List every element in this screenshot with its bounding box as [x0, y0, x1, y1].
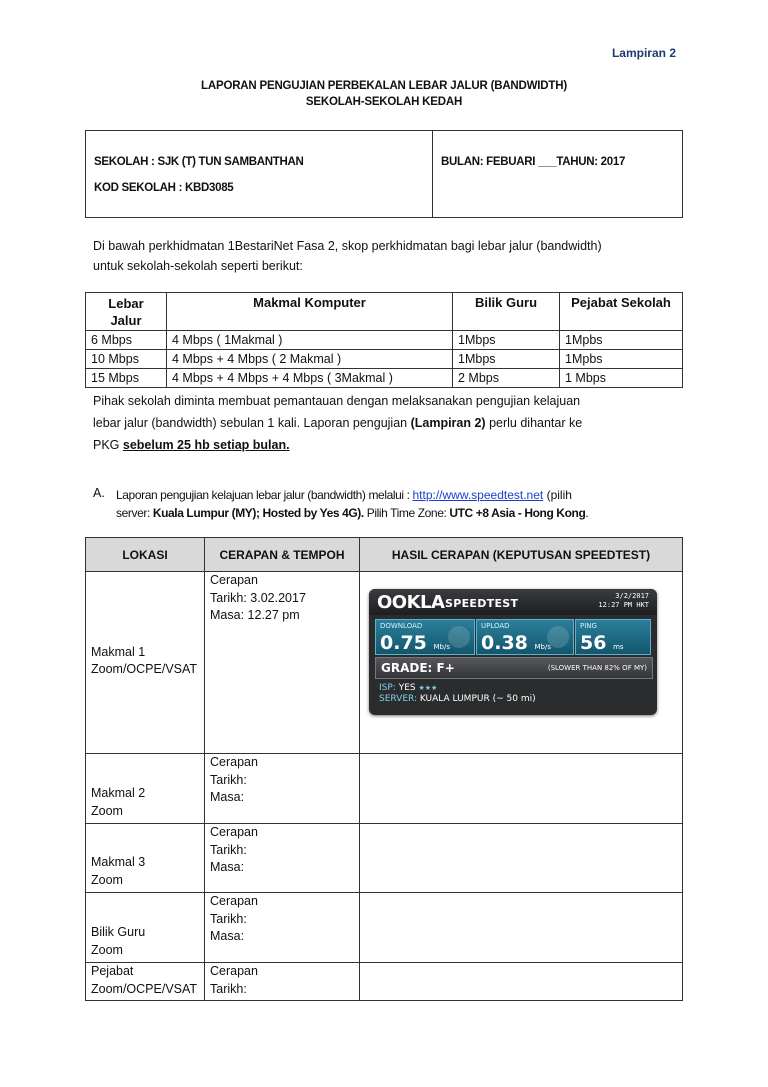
isp-server-info: ISP: YES ★★★ SERVER: KUALA LUMPUR (~ 50 mi) [379, 683, 536, 704]
cerapan-cell: Cerapan Tarikh: Masa: [205, 824, 360, 893]
speedtest-result-image [369, 589, 657, 715]
col-header-makmal: Makmal Komputer [167, 293, 453, 331]
lampiran-label: Lampiran 2 [611, 46, 676, 60]
table-cell: 4 Mbps ( 1Makmal ) [167, 331, 453, 350]
lokasi-cell: Makmal 3 Zoom [86, 824, 205, 893]
hasil-cell [360, 963, 683, 1001]
hasil-cell [360, 824, 683, 893]
item-a-marker: A. [93, 486, 105, 500]
report-title: LAPORAN PENGUJIAN PERBEKALAN LEBAR JALUR (BANDWIDTH) [201, 80, 567, 92]
table-cell: 1Mbps [453, 331, 560, 350]
ping-value: 56 ms [580, 632, 624, 654]
download-value: 0.75 Mb/s [380, 632, 451, 654]
table-row [86, 754, 683, 824]
table-row [86, 893, 683, 963]
speedtest-name: SPEEDTEST [445, 597, 519, 610]
download-gauge-icon [448, 626, 470, 648]
lokasi-cell: Pejabat Zoom/OCPE/VSAT [86, 963, 205, 1001]
bandwidth-table [85, 292, 683, 388]
grade-bar [375, 657, 653, 679]
table-cell: 4 Mbps + 4 Mbps + 4 Mbps ( 3Makmal ) [167, 369, 453, 388]
download-panel [375, 619, 475, 655]
ookla-logo: OOKLA [377, 592, 445, 613]
note-paragraph [93, 390, 683, 456]
cerapan-cell: Cerapan Tarikh: Masa: [205, 893, 360, 963]
col-header-hasil: HASIL CERAPAN (KEPUTUSAN SPEEDTEST) [360, 538, 683, 572]
upload-gauge-icon [547, 626, 569, 648]
col-header-pejabat: Pejabat Sekolah [560, 293, 683, 331]
server-choice: Kuala Lumpur (MY); Hosted by Yes 4G). [152, 506, 364, 520]
table-row [86, 369, 683, 388]
table-cell: 15 Mbps [86, 369, 167, 388]
speedtest-link[interactable]: http://www.speedtest.net [412, 488, 544, 502]
table-row [86, 331, 683, 350]
col-header-lebar-jalur: Lebar Jalur [86, 293, 167, 331]
intro-line-1: Di bawah perkhidmatan 1BestariNet Fasa 2, skop perkhidmatan bagi lebar jalur (bandwidth) [93, 239, 602, 253]
col-header-cerapan: CERAPAN & TEMPOH [205, 538, 360, 572]
table-cell: 6 Mbps [86, 331, 167, 350]
isp-rating-stars-icon: ★★★ [418, 684, 438, 692]
intro-paragraph [93, 236, 683, 276]
upload-value: 0.38 Mb/s [481, 632, 552, 654]
note-line-2: lebar jalur (bandwidth) sebulan 1 kali. Laporan pengujian (Lampiran 2) perlu dihantar ke [93, 416, 583, 430]
table-cell: 4 Mbps + 4 Mbps ( 2 Makmal ) [167, 350, 453, 369]
lampiran-reference: (Lampiran 2) [410, 416, 486, 430]
grade-value: GRADE: F+ [381, 661, 455, 675]
lokasi-cell: Bilik Guru Zoom [86, 893, 205, 963]
table-cell: 1Mpbs [560, 350, 683, 369]
table-cell: 1Mpbs [560, 331, 683, 350]
table-cell: 1Mbps [453, 350, 560, 369]
report-subtitle: SEKOLAH-SEKOLAH KEDAH [305, 96, 463, 108]
lokasi-cell: Makmal 2 Zoom [86, 754, 205, 824]
intro-line-2: untuk sekolah-sekolah seperti berikut: [93, 259, 303, 273]
table-cell: 1 Mbps [560, 369, 683, 388]
cerapan-cell: Cerapan Tarikh: Masa: [205, 754, 360, 824]
grade-note: (SLOWER THAN 82% OF MY) [547, 664, 647, 672]
table-cell: 2 Mbps [453, 369, 560, 388]
upload-label: UPLOAD [481, 622, 510, 630]
note-line-3: PKG sebelum 25 hb setiap bulan. [93, 438, 290, 452]
school-name: SEKOLAH : SJK (T) TUN SAMBANTHAN [94, 156, 304, 168]
hasil-cell [360, 893, 683, 963]
upload-panel [476, 619, 574, 655]
download-label: DOWNLOAD [380, 622, 423, 630]
school-code: KOD SEKOLAH : KBD3085 [94, 182, 234, 194]
speedtest-datetime: 3/2/2017 12:27 PM HKT [598, 592, 649, 609]
table-cell: 10 Mbps [86, 350, 167, 369]
table-row [86, 963, 683, 1001]
timezone-choice: UTC +8 Asia - Hong Kong [449, 506, 586, 520]
month-year: BULAN: FEBUARI ___TAHUN: 2017 [441, 156, 626, 168]
note-line-1: Pihak sekolah diminta membuat pemantauan dengan melaksanakan pengujian kelajuan [93, 394, 581, 408]
ping-panel [575, 619, 651, 655]
cerapan-cell: Cerapan Tarikh: 3.02.2017 Masa: 12.27 pm [205, 572, 360, 754]
school-info-box [85, 130, 683, 218]
table-row [86, 350, 683, 369]
item-a-text: Laporan pengujian kelajuan lebar jalur (bandwidth) melalui : http://www.speedtest.net (pilih server: Kuala Lumpur (MY); Hosted by Yes 4G). Pilih Time Zone: UTC +8 Asia - Hong Kong. [116, 488, 589, 520]
cerapan-cell: Cerapan Tarikh: [205, 963, 360, 1001]
col-header-bilik-guru: Bilik Guru [453, 293, 560, 331]
table-row [86, 824, 683, 893]
hasil-cell [360, 754, 683, 824]
col-header-lokasi: LOKASI [86, 538, 205, 572]
deadline-text: sebelum 25 hb setiap bulan. [122, 438, 290, 452]
ping-label: PING [580, 622, 597, 630]
lokasi-cell: Makmal 1 Zoom/OCPE/VSAT [86, 572, 205, 754]
speedtest-header [369, 589, 657, 615]
